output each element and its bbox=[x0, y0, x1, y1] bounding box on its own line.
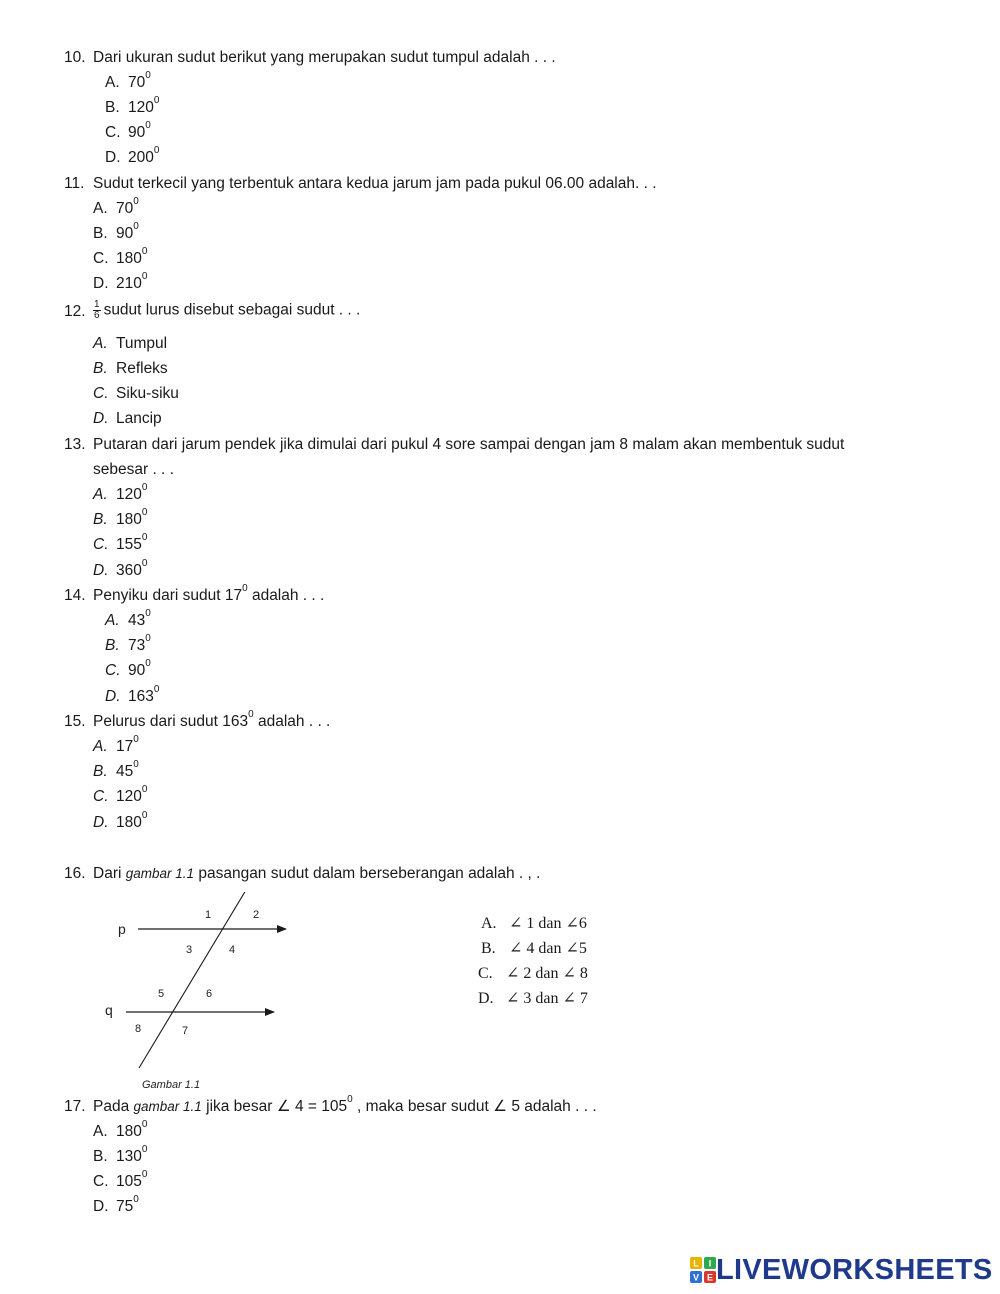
option-17-a[interactable]: A. $180^0$ bbox=[93, 1119, 148, 1140]
angle-label-7: 7 bbox=[182, 1025, 189, 1037]
degree-mark: 0 bbox=[141, 558, 148, 569]
question-number: 17. bbox=[64, 1098, 86, 1115]
liveworksheets-wordmark: LIVEWORKSHEETS bbox=[716, 1253, 993, 1286]
angle-label-6: 6 bbox=[206, 988, 213, 1000]
transversal-line bbox=[139, 892, 246, 1068]
degree-mark: 0 bbox=[145, 70, 151, 81]
question-text: Sudut terkecil yang terbentuk antara kedua jarum jam pada pukul 06.00 adalah. . . bbox=[93, 175, 657, 192]
question-number: 12. bbox=[64, 303, 86, 320]
question-11 bbox=[64, 174, 657, 194]
option-17-d[interactable]: D. $75^0$ bbox=[93, 1194, 139, 1215]
figure-parallel-lines bbox=[100, 892, 300, 1092]
option-11-d[interactable]: D. $210^0$ bbox=[93, 271, 148, 292]
degree-mark: 0 bbox=[141, 482, 148, 493]
angle-label-3: 3 bbox=[186, 944, 193, 956]
degree-mark: 0 bbox=[141, 271, 148, 282]
option-13-d[interactable]: D. $360^0$ bbox=[93, 558, 148, 579]
option-14-d[interactable]: D. $163^0$ bbox=[105, 684, 160, 705]
degree-mark: 0 bbox=[141, 1119, 148, 1130]
question-number: 16. bbox=[64, 865, 86, 882]
degree-mark: 0 bbox=[133, 759, 139, 770]
liveworksheets-logo[interactable] bbox=[690, 1252, 993, 1288]
svg-text:I: I bbox=[708, 1258, 712, 1269]
option-15-a[interactable]: A. $17^0$ bbox=[93, 734, 139, 755]
question-text: Dari gambar 1.1 pasangan sudut dalam berseberangan adalah . , . bbox=[93, 865, 541, 882]
question-number: 15. bbox=[64, 713, 86, 730]
option-12-b[interactable]: B. Refleks bbox=[93, 360, 168, 377]
option-17-c[interactable]: C. $105^0$ bbox=[93, 1169, 148, 1190]
question-text: Pelurus dari sudut $163^0$ adalah . . . bbox=[93, 709, 331, 730]
question-text-continued: sebesar . . . bbox=[93, 461, 174, 478]
option-10-a[interactable]: A. $70^0$ bbox=[105, 70, 151, 91]
degree-mark: 0 bbox=[145, 633, 151, 644]
line-label-p: p bbox=[118, 921, 126, 937]
question-text: Pada gambar 1.1 jika besar ∠ $4 = 105^0$ , maka besar sudut ∠ 5 adalah . . . bbox=[93, 1094, 597, 1115]
question-17 bbox=[64, 1094, 597, 1117]
question-text: $\frac{1}{6}$ sudut lurus disebut sebagai sudut . . . bbox=[94, 299, 361, 321]
option-11-c[interactable]: C. $180^0$ bbox=[93, 246, 148, 267]
angle-label-8: 8 bbox=[135, 1023, 142, 1035]
degree-mark: 0 bbox=[133, 734, 139, 745]
question-text: Putaran dari jarum pendek jika dimulai dari pukul 4 sore sampai dengan jam 8 malam akan membentuk sudut bbox=[93, 436, 845, 453]
question-text: Penyiku dari sudut $17^0$ adalah . . . bbox=[93, 583, 325, 604]
option-15-d[interactable]: D. $180^0$ bbox=[93, 810, 148, 831]
question-13 bbox=[64, 435, 845, 455]
option-16-b[interactable]: B. ∠ 4 dan ∠5 bbox=[481, 940, 587, 957]
degree-mark: 0 bbox=[133, 196, 139, 207]
option-11-a[interactable]: A. $70^0$ bbox=[93, 196, 139, 217]
degree-mark: 0 bbox=[133, 221, 139, 232]
degree-mark: 0 bbox=[141, 532, 148, 543]
option-16-c[interactable]: C. ∠ 2 dan ∠ 8 bbox=[478, 965, 588, 982]
option-17-b[interactable]: B. $130^0$ bbox=[93, 1144, 148, 1165]
option-14-b[interactable]: B. $73^0$ bbox=[105, 633, 151, 654]
option-13-a[interactable]: A. $120^0$ bbox=[93, 482, 148, 503]
question-12 bbox=[64, 299, 361, 328]
question-number: 10. bbox=[64, 49, 86, 66]
option-15-b[interactable]: B. $45^0$ bbox=[93, 759, 139, 780]
question-number: 13. bbox=[64, 436, 86, 453]
line-label-q: q bbox=[105, 1002, 113, 1018]
option-10-b[interactable]: B. $120^0$ bbox=[105, 95, 160, 116]
option-16-a[interactable]: A. ∠ 1 dan ∠6 bbox=[481, 915, 587, 932]
angle-label-2: 2 bbox=[253, 909, 260, 921]
question-number: 14. bbox=[64, 587, 86, 604]
svg-text:E: E bbox=[706, 1272, 714, 1283]
option-15-c[interactable]: C. $120^0$ bbox=[93, 784, 148, 805]
option-14-c[interactable]: C. $90^0$ bbox=[105, 658, 151, 679]
degree-mark: 0 bbox=[145, 658, 151, 669]
degree-mark: 0 bbox=[153, 684, 160, 695]
question-10 bbox=[64, 48, 556, 68]
degree-mark: 0 bbox=[141, 1169, 148, 1180]
degree-mark: 0 bbox=[141, 507, 148, 518]
question-number: 11. bbox=[64, 175, 85, 192]
degree-mark: 0 bbox=[347, 1094, 353, 1105]
option-12-d[interactable]: D. Lancip bbox=[93, 410, 162, 427]
option-12-c[interactable]: C. Siku-siku bbox=[93, 385, 179, 402]
degree-mark: 0 bbox=[242, 583, 248, 594]
liveworksheets-badge-icon bbox=[690, 1257, 716, 1283]
option-13-c[interactable]: C. $155^0$ bbox=[93, 532, 148, 553]
degree-mark: 0 bbox=[145, 120, 151, 131]
option-13-b[interactable]: B. $180^0$ bbox=[93, 507, 148, 528]
degree-mark: 0 bbox=[248, 709, 254, 720]
degree-mark: 0 bbox=[153, 95, 160, 106]
question-15 bbox=[64, 709, 331, 732]
fraction-one-sixth: $\frac{1}{6}$ bbox=[94, 299, 100, 321]
angle-label-1: 1 bbox=[205, 909, 212, 921]
option-10-d[interactable]: D. $200^0$ bbox=[105, 145, 160, 166]
degree-mark: 0 bbox=[145, 608, 151, 619]
question-16 bbox=[64, 864, 541, 884]
svg-text:L: L bbox=[693, 1258, 699, 1269]
figure-reference: gambar 1.1 bbox=[125, 866, 195, 881]
option-11-b[interactable]: B. $90^0$ bbox=[93, 221, 139, 242]
angle-label-4: 4 bbox=[229, 944, 236, 956]
degree-mark: 0 bbox=[141, 784, 148, 795]
angle-label-5: 5 bbox=[158, 988, 165, 1000]
option-10-c[interactable]: C. $90^0$ bbox=[105, 120, 151, 141]
option-16-d[interactable]: D. ∠ 3 dan ∠ 7 bbox=[478, 990, 588, 1007]
degree-mark: 0 bbox=[141, 246, 148, 257]
degree-mark: 0 bbox=[141, 1144, 148, 1155]
question-14 bbox=[64, 583, 325, 606]
degree-mark: 0 bbox=[141, 810, 148, 821]
option-14-a[interactable]: A. $43^0$ bbox=[105, 608, 151, 629]
question-text: Dari ukuran sudut berikut yang merupakan sudut tumpul adalah . . . bbox=[93, 49, 556, 66]
degree-mark: 0 bbox=[153, 145, 160, 156]
svg-text:V: V bbox=[692, 1272, 700, 1283]
figure-reference: gambar 1.1 bbox=[133, 1099, 202, 1114]
figure-caption: Gambar 1.1 bbox=[142, 1079, 201, 1091]
degree-mark: 0 bbox=[133, 1194, 139, 1205]
option-12-a[interactable]: A. Tumpul bbox=[93, 335, 168, 352]
